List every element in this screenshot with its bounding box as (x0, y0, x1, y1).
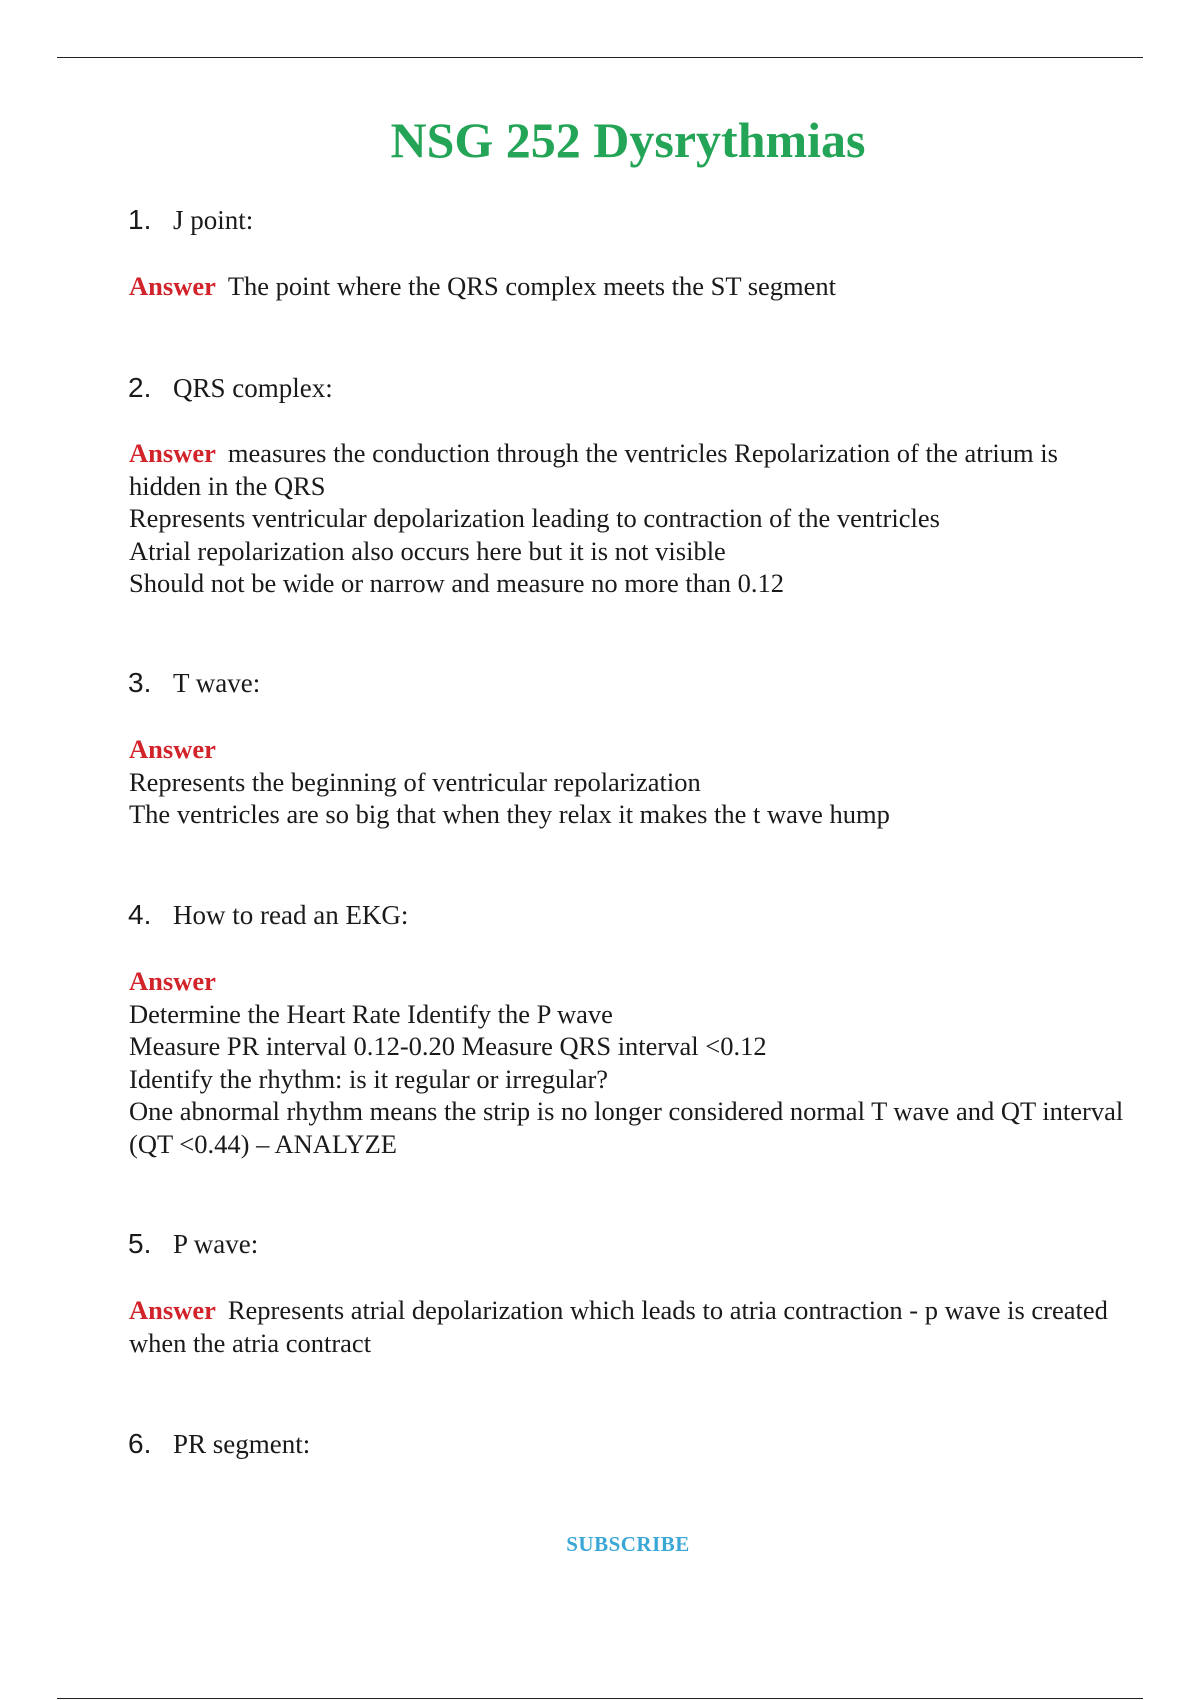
answer-line: Determine the Heart Rate Identify the P wave (129, 998, 613, 1029)
answer-4 (129, 965, 1129, 1160)
question-text: How to read an EKG: (173, 900, 409, 930)
question-5 (128, 1228, 258, 1260)
question-text: QRS complex: (173, 373, 333, 403)
answer-label: Answer (129, 966, 216, 996)
answer-line: The ventricles are so big that when they relax it makes the t wave hump (129, 799, 890, 829)
answer-line: One abnormal rhythm means the strip is no longer considered normal T wave and QT interval (QT <0.44) – ANALYZE (129, 1096, 1124, 1159)
bottom-rule (57, 1698, 1143, 1699)
question-4 (128, 899, 408, 931)
answer-text: The point where the QRS complex meets the ST segment (227, 271, 837, 301)
answer-5 (129, 1294, 1129, 1359)
answer-line: Identify the rhythm: is it regular or irregular? (129, 1063, 609, 1094)
question-number: 3. (128, 667, 152, 698)
page-title: NSG 252 Dysrythmias (390, 112, 866, 168)
question-text: P wave: (173, 1229, 259, 1259)
subscribe-link[interactable]: SUBSCRIBE (566, 1532, 690, 1556)
question-number: 1. (128, 204, 152, 235)
top-rule (57, 57, 1143, 58)
answer-3 (129, 733, 1129, 831)
answer-line: Should not be wide or narrow and measure no more than 0.12 (129, 568, 784, 598)
answer-line: Represents the beginning of ventricular repolarization (129, 766, 701, 797)
answer-text: Represents atrial depolarization which leads to atria contraction - p wave is created when the atria contract (129, 1295, 1108, 1358)
question-2 (128, 372, 333, 404)
answer-label: Answer (129, 1295, 216, 1325)
answer-label: Answer (129, 734, 216, 764)
question-text: T wave: (173, 668, 261, 698)
answer-line: Measure PR interval 0.12-0.20 Measure QRS interval <0.12 (129, 1031, 767, 1061)
answer-label: Answer (129, 438, 216, 468)
question-number: 4. (128, 899, 152, 930)
answer-label: Answer (129, 271, 216, 301)
question-1 (128, 204, 253, 236)
answer-text: measures the conduction through the ventricles Repolarization of the atrium is hidden in the QRS (129, 438, 1058, 501)
question-text: J point: (173, 205, 254, 235)
question-number: 6. (128, 1428, 152, 1459)
question-number: 5. (128, 1228, 152, 1259)
answer-line: Atrial repolarization also occurs here but it is not visible (129, 535, 726, 566)
answer-2 (129, 437, 1129, 600)
question-number: 2. (128, 372, 152, 403)
answer-1 (129, 270, 1129, 303)
question-6 (128, 1428, 310, 1460)
answer-line: Represents ventricular depolarization leading to contraction of the ventricles (129, 503, 940, 533)
question-3 (128, 667, 260, 699)
question-text: PR segment: (173, 1429, 311, 1459)
